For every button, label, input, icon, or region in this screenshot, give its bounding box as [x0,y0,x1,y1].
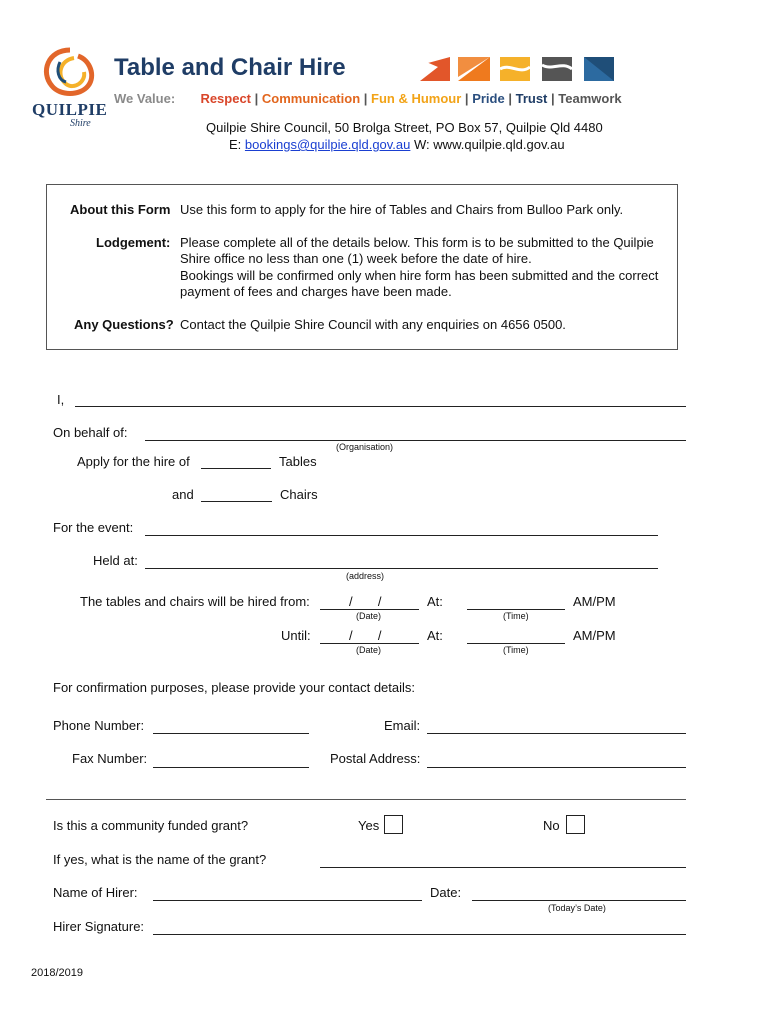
value-communication: Communication [261,91,361,106]
signature-field[interactable] [153,934,686,935]
values-line [114,91,622,106]
value-fun-humour: Fun & Humour [371,91,462,106]
yes-checkbox[interactable] [384,815,403,834]
value-sep: | [363,91,368,106]
until-time-field[interactable] [467,643,565,644]
applicant-name-field[interactable] [75,406,686,407]
yes-label: Yes [358,818,380,833]
event-label: For the event: [53,520,134,535]
email-field[interactable] [427,733,686,734]
brand-shapes-icon [420,57,616,81]
contact-prompt: For confirmation purposes, please provide your contact details: [53,680,416,695]
apply-label: Apply for the hire of [77,454,190,469]
held-at-field[interactable] [145,568,658,569]
hirer-label: Name of Hirer: [53,885,138,900]
held-at-label: Held at: [93,553,138,568]
value-respect: Respect [200,91,252,106]
todays-date-hint: (Today’s Date) [548,903,606,913]
from-label: The tables and chairs will be hired from: [80,594,310,609]
signature-label: Hirer Signature: [53,919,145,934]
council-address: Quilpie Shire Council, 50 Brolga Street, PO Box 57, Quilpie Qld 4480 [206,120,603,135]
logo-sub: Shire [70,118,91,129]
chairs-quantity-field[interactable] [201,501,272,502]
value-teamwork: Teamwork [558,91,622,106]
until-at-label: At: [427,628,443,643]
grant-name-field[interactable] [320,867,686,868]
until-date-slashes: / / [349,628,382,643]
from-at-label: At: [427,594,443,609]
from-ampm-label: AM/PM [573,594,616,609]
logo-name: QUILPIE [32,100,108,119]
no-checkbox[interactable] [566,815,585,834]
page-title: Table and Chair Hire [114,54,346,81]
about-text: Use this form to apply for the hire of Tables and Chairs from Bulloo Park only. [180,202,624,217]
questions-text: Contact the Quilpie Shire Council with any enquiries on 4656 0500. [180,317,566,332]
address-hint: (address) [346,571,385,581]
web-prefix: W: [414,137,430,152]
grant-question: Is this a community funded grant? [53,818,249,833]
postal-label: Postal Address: [330,751,421,766]
behalf-label: On behalf of: [53,425,128,440]
contact-line [229,137,565,152]
event-field[interactable] [145,535,658,536]
lodgement-text-4: payment of fees and charges have been made. [180,284,452,299]
until-time-hint: (Time) [503,645,529,655]
until-date-hint: (Date) [356,645,382,655]
i-label: I, [57,392,65,407]
footer-year: 2018/2019 [31,967,83,979]
from-time-hint: (Time) [503,611,529,621]
and-label: and [172,487,194,502]
grant-name-label: If yes, what is the name of the grant? [53,852,267,867]
phone-label: Phone Number: [53,718,145,733]
fax-label: Fax Number: [72,751,148,766]
value-sep: | [254,91,259,106]
date-label: Date: [430,885,462,900]
about-label: About this Form [70,202,171,217]
questions-label: Any Questions? [74,317,174,332]
brand-blocks [420,57,616,81]
from-time-field[interactable] [467,609,565,610]
values-label: We Value: [114,91,176,106]
until-ampm-label: AM/PM [573,628,616,643]
value-trust: Trust [515,91,548,106]
organisation-field[interactable] [145,440,686,441]
section-divider [46,799,686,800]
tables-quantity-field[interactable] [201,468,271,469]
website-text: www.quilpie.qld.gov.au [433,137,565,152]
lodgement-label: Lodgement: [96,235,171,250]
logo-swirl-icon [30,42,110,102]
fax-field[interactable] [153,767,309,768]
lodgement-text-2: Shire office no less than one (1) week before the date of hire. [180,251,532,266]
from-date-field[interactable] [320,609,419,610]
tables-label: Tables [279,454,317,469]
value-sep: | [508,91,512,106]
email-label: Email: [384,718,421,733]
from-date-slashes: / / [349,594,382,609]
lodgement-text-3: Bookings will be confirmed only when hire form has been submitted and the correct [180,268,659,283]
todays-date-field[interactable] [472,900,686,901]
until-label: Until: [281,628,311,643]
email-prefix: E: [229,137,242,152]
lodgement-text-1: Please complete all of the details below. This form is to be submitted to the Quilpie [180,235,654,250]
until-date-field[interactable] [320,643,419,644]
value-sep: | [464,91,469,106]
value-sep: | [551,91,555,106]
no-label: No [543,818,560,833]
hirer-name-field[interactable] [153,900,422,901]
postal-address-field[interactable] [427,767,686,768]
quilpie-logo [30,42,110,132]
chairs-label: Chairs [280,487,318,502]
phone-field[interactable] [153,733,309,734]
organisation-hint: (Organisation) [336,442,394,452]
from-date-hint: (Date) [356,611,382,621]
bookings-email-link[interactable]: bookings@quilpie.qld.gov.au [244,137,411,152]
value-pride: Pride [472,91,505,106]
